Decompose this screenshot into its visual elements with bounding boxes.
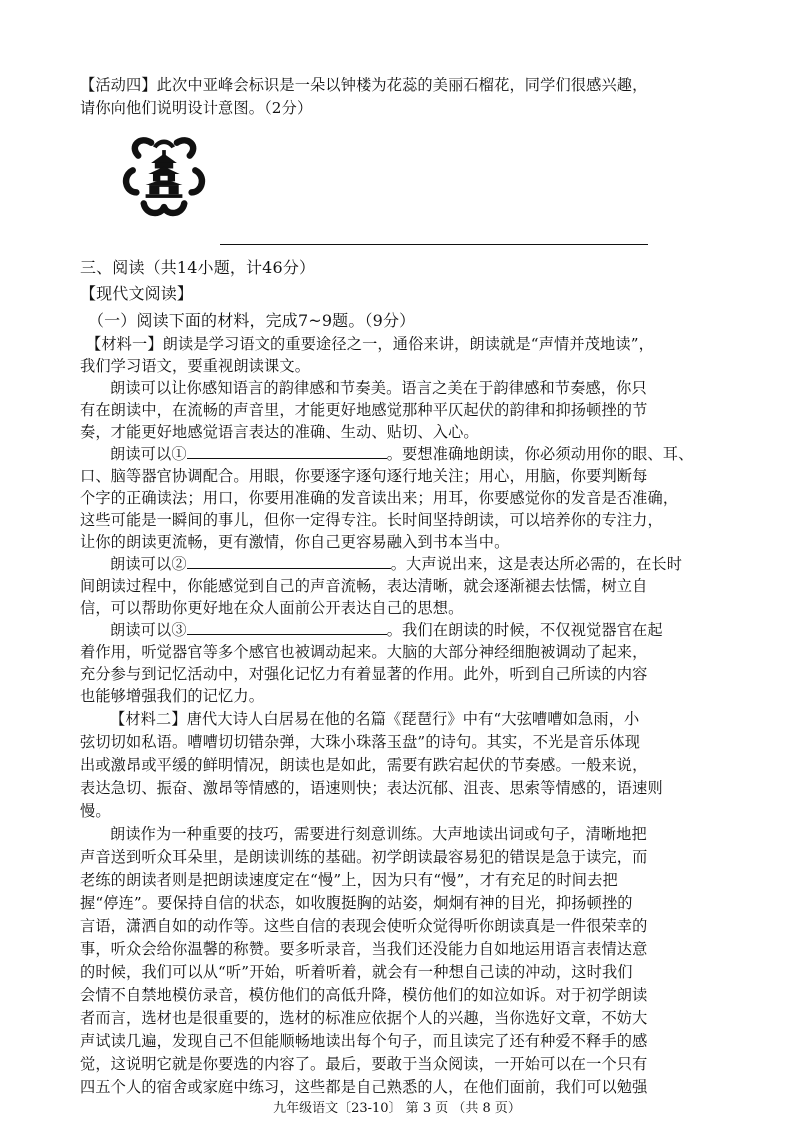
material2-line: 朗读作为一种重要的技巧，需要进行刻意训练。大声地读出词或句子，清晰地把 <box>110 825 647 843</box>
section3-title: 三、阅读（共14小题，计46分） <box>80 258 316 277</box>
blank-suffix-2: 。大声说出来，这是表达所必需的，在长时 <box>390 555 683 573</box>
material1-line: 这些可能是一瞬间的事儿，但你一定得专注。长时间坚持朗读，可以培养你的专注力， <box>80 511 663 529</box>
material2-line: 表达急切、振奋、激昂等情感的，语速则快；表达沉郁、沮丧、思索等情感的，语速则 <box>80 779 663 797</box>
material1-line: 信，可以帮助你更好地在众人面前公开表达自己的思想。 <box>80 599 464 617</box>
answer-blank-2[interactable] <box>187 553 391 569</box>
part1-instruction: （一）阅读下面的材料，完成7~9题。（9分） <box>88 311 416 330</box>
material2-line: 会情不自禁地模仿录音，模仿他们的高低升降，模仿他们的如泣如诉。对于初学朗读 <box>80 986 648 1004</box>
material2-line: 声音送到听众耳朵里，是朗读训练的基础。初学朗读最容易犯的错误是急于读完，而 <box>80 848 648 866</box>
material1-line: 有在朗读中，在流畅的声音里，才能更好地感觉那种平仄起伏的韵律和抑扬顿挫的节 <box>80 401 648 419</box>
material2-line: 握“停连”。要保持自信的状态，如收腹挺胸的站姿，炯炯有神的目光，抑扬顿挫的 <box>80 894 633 912</box>
activity4-line1: 【活动四】此次中亚峰会标识是一朵以钟楼为花蕊的美丽石榴花，同学们很感兴趣， <box>80 76 648 94</box>
material1-line: 【材料一】朗读是学习语文的重要途径之一，通俗来讲，朗读就是“声情并茂地读”， <box>86 335 654 353</box>
material1-blank-line-2 <box>110 553 740 575</box>
section3-subtitle: 【现代文阅读】 <box>80 284 194 303</box>
material2-line: 【材料二】唐代大诗人白居易在他的名篇《琵琶行》中有“大弦嘈嘈如急雨，小 <box>110 710 640 728</box>
page-footer: 九年级语文〔23-10〕 第 3 页 （共 8 页） <box>273 1101 521 1116</box>
blank-prefix-2: 朗读可以② <box>110 555 187 573</box>
material2-line: 声试读几遍，发现自己不但能顺畅地读出每个句子，而且读完了还有种爱不释手的感 <box>80 1032 648 1050</box>
material1-line: 也能够增强我们的记忆力。 <box>80 687 265 705</box>
material2-line: 四五个人的宿舍或家庭中练习，这些都是自己熟悉的人，在他们面前，我们可以勉强 <box>80 1078 648 1096</box>
material2-line: 觉，这说明它就是你要选的内容了。最后，要敢于当众阅读，一开始可以在一个只有 <box>80 1055 648 1073</box>
material2-line: 弦切切如私语。嘈嘈切切错杂弹，大珠小珠落玉盘”的诗句。其实，不光是音乐体现 <box>80 733 641 751</box>
material1-line: 间朗读过程中，你能感觉到自己的声音流畅，表达清晰，就会逐渐褪去怯懦，树立自 <box>80 577 648 595</box>
material1-line: 着作用，听觉器官等多个感官也被调动起来。大脑的大部分神经细胞被调动了起来， <box>80 643 648 661</box>
answer-blank-3[interactable] <box>187 619 387 635</box>
answer-line <box>220 244 648 245</box>
material2-line: 的时候，我们可以从“听”开始，听着听着，就会有一种想自己读的冲动，这时我们 <box>80 963 633 981</box>
answer-blank-1[interactable] <box>187 443 387 459</box>
material1-line: 我们学习语文，要重视朗读课文。 <box>80 357 311 375</box>
blank-prefix-3: 朗读可以③ <box>110 621 187 639</box>
material1-line: 奏，才能更好地感觉语言表达的准确、生动、贴切、入心。 <box>80 423 479 441</box>
blank-suffix-1: 。要想准确地朗读，你必须动用你的眼、耳、 <box>386 445 694 463</box>
material1-line: 朗读可以让你感知语言的韵律感和节奏美。语言之美在于韵律感和节奏感，你只 <box>110 379 647 397</box>
material2-line: 老练的朗读者则是把朗读速度定在“慢”上，因为只有“慢”，才有充足的时间去把 <box>80 871 618 889</box>
material1-line: 充分参与到记忆活动中，对强化记忆力有着显著的作用。此外，听到自己所读的内容 <box>80 665 648 683</box>
activity4-line2: 请你向他们说明设计意图。（2分） <box>80 99 313 117</box>
blank-prefix-1: 朗读可以① <box>110 445 187 463</box>
material2-line: 言语，潇洒自如的动作等。这些自信的表现会使听众觉得听你朗读真是一件很荣幸的 <box>80 917 648 935</box>
material1-line: 让你的朗读更流畅，更有激情，你自己更容易融入到书本当中。 <box>80 533 510 551</box>
summit-logo-image <box>118 128 210 220</box>
material2-line: 事，听众会给你温馨的称赞。要多听录音，当我们还没能力自如地运用语言表情达意 <box>80 940 648 958</box>
material1-line: 口、脑等器官协调配合。用眼，你要逐字逐句逐行地关注；用心，用脑，你要判断每 <box>80 467 648 485</box>
material2-line: 慢。 <box>80 802 111 820</box>
material2-line: 者而言，选材也是很重要的，选材的标准应依据个人的兴趣，当你选好文章，不妨大 <box>80 1009 648 1027</box>
material2-line: 出或激昂或平缓的鲜明情况，朗读也是如此，需要有跌宕起伏的节奏感。一般来说， <box>80 756 648 774</box>
material1-blank-line-3 <box>110 619 740 641</box>
material1-line: 个字的正确读法；用口，你要用准确的发音读出来；用耳，你要感觉你的发音是否准确， <box>80 489 679 507</box>
blank-suffix-3: 。我们在朗读的时候，不仅视觉器官在起 <box>386 621 663 639</box>
material1-blank-line-1 <box>110 443 740 465</box>
